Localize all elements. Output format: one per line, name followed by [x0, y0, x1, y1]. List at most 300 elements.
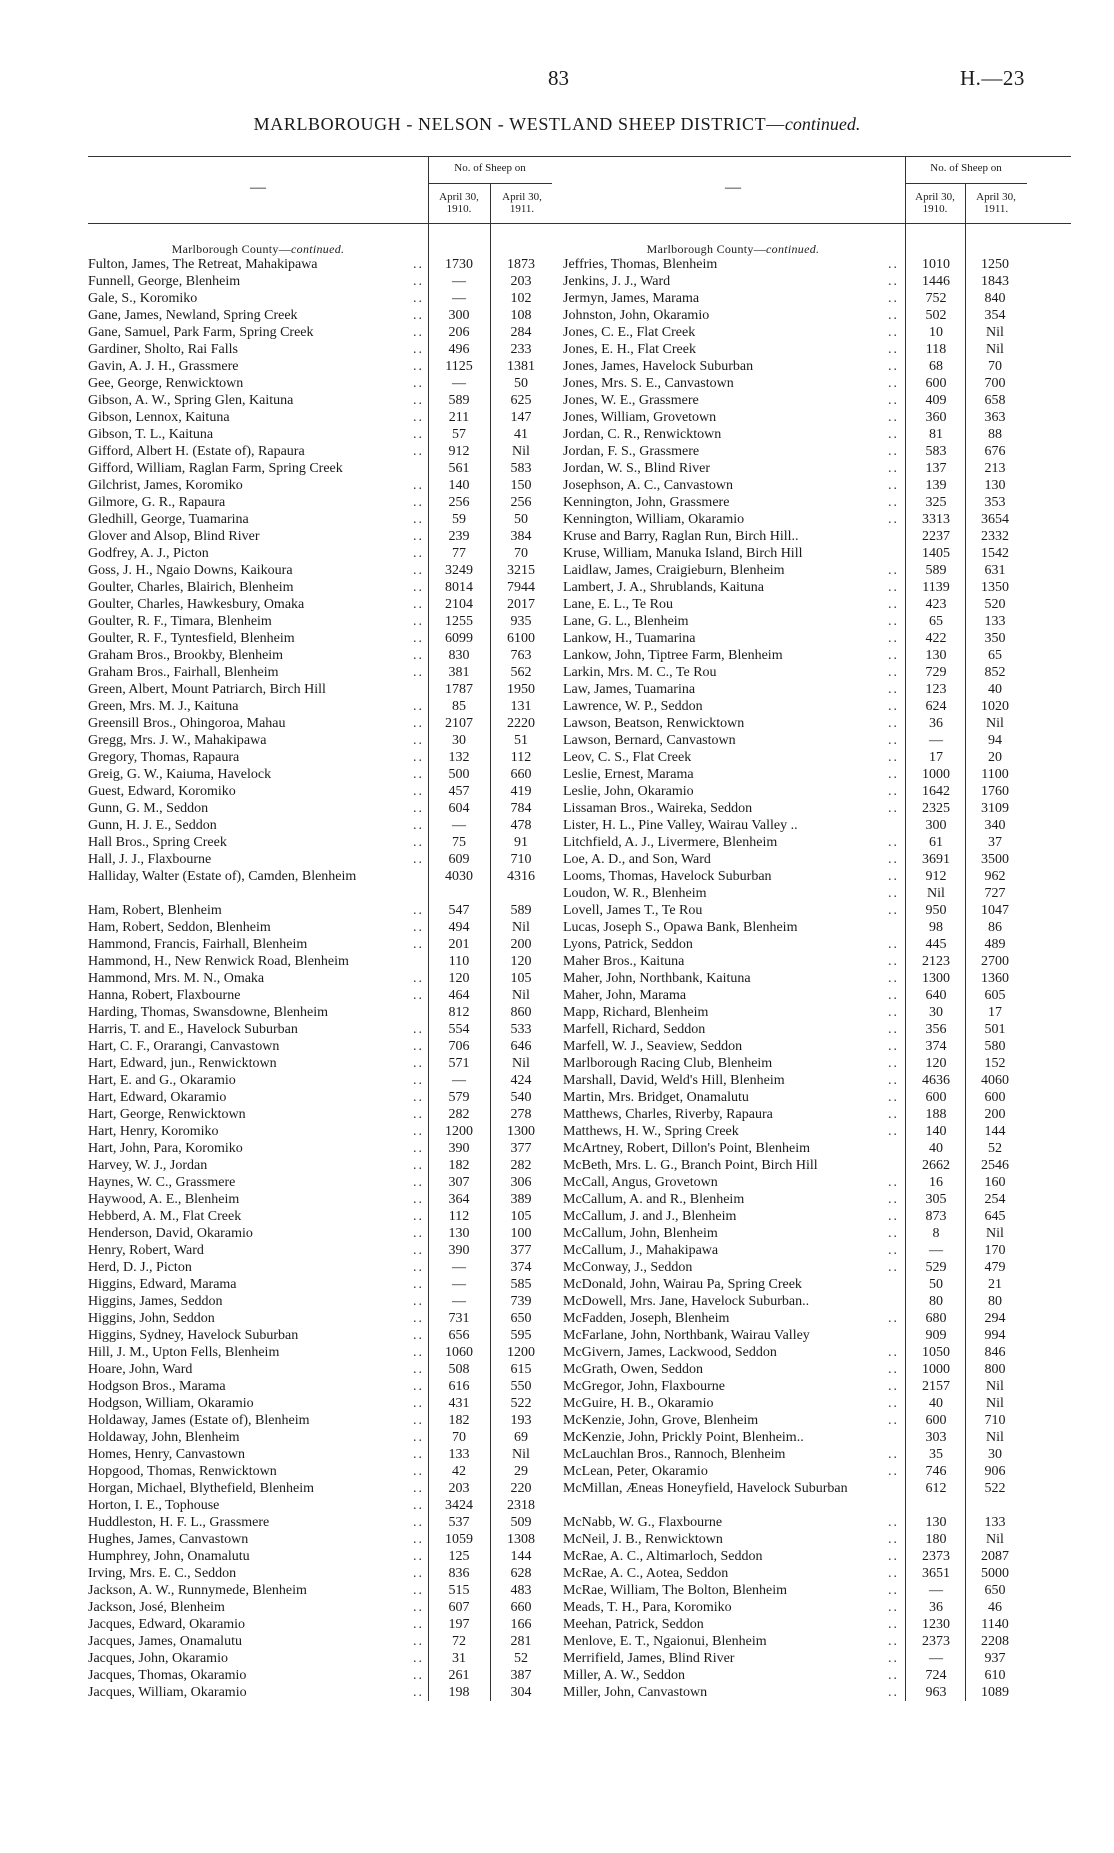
table-row — [563, 477, 1071, 494]
sheep-count-1911: Nil — [512, 988, 530, 1003]
sheep-count-1911: Nil — [512, 1056, 530, 1071]
sheep-count-1911: 994 — [984, 1328, 1006, 1343]
leader-dots: .. — [888, 937, 899, 952]
leader-dots: .. — [888, 1668, 899, 1683]
sheep-count-1911: 86 — [988, 920, 1002, 935]
sheep-count-1911: 170 — [984, 1243, 1006, 1258]
leader-dots: .. — [888, 274, 899, 289]
sheep-count-1911: 631 — [984, 563, 1006, 578]
owner-name: Funnell, George, Blenheim — [88, 274, 241, 289]
table-row — [88, 341, 596, 358]
leader-dots: .. — [413, 1447, 424, 1462]
leader-dots: .. — [888, 903, 899, 918]
sheep-count-1911: 846 — [984, 1345, 1006, 1360]
sheep-count-1910: 3313 — [922, 512, 950, 527]
owner-name: Lyons, Patrick, Seddon — [563, 937, 693, 952]
header-rule — [905, 183, 1027, 184]
sheep-count-1911: 595 — [510, 1328, 532, 1343]
leader-dots: .. — [413, 835, 424, 850]
sheep-count-1910: 1642 — [922, 784, 950, 799]
sheep-count-1910: 16 — [929, 1175, 943, 1190]
sheep-count-1910: 1125 — [445, 359, 473, 374]
owner-name: Goss, J. H., Ngaio Downs, Kaikoura — [88, 563, 293, 578]
sheep-count-1911: 625 — [510, 393, 532, 408]
sheep-count-1911: 710 — [510, 852, 532, 867]
owner-name: Litchfield, A. J., Livermere, Blenheim — [563, 835, 778, 850]
leader-dots: .. — [888, 1617, 899, 1632]
sheep-count-1910: 571 — [448, 1056, 470, 1071]
table-row — [563, 1004, 1071, 1021]
owner-name: Lucas, Joseph S., Opawa Bank, Blenheim — [563, 920, 798, 935]
sheep-count-1910: 35 — [929, 1447, 943, 1462]
table-row — [563, 392, 1071, 409]
table-row — [563, 324, 1071, 341]
owner-name: Meehan, Patrick, Seddon — [563, 1617, 704, 1632]
table-row — [563, 1157, 1071, 1174]
right-table — [563, 156, 1071, 1701]
table-row — [563, 1310, 1071, 1327]
table-row — [88, 1667, 596, 1684]
leader-dots: .. — [888, 1039, 899, 1054]
sheep-count-1911: 350 — [984, 631, 1006, 646]
leader-dots: .. — [413, 1243, 424, 1258]
table-row — [88, 817, 596, 834]
sheep-count-1911: 540 — [510, 1090, 532, 1105]
owner-name: McBeth, Mrs. L. G., Branch Point, Birch Hill — [563, 1158, 818, 1173]
leader-dots: .. — [888, 954, 899, 969]
sheep-count-1911: 962 — [984, 869, 1006, 884]
owner-name: Ham, Robert, Seddon, Blenheim — [88, 920, 271, 935]
owner-name: Maher, John, Northbank, Kaituna — [563, 971, 751, 986]
sheep-count-1910: 1730 — [445, 257, 473, 272]
sheep-count-1910: 325 — [925, 495, 947, 510]
sheep-count-1910: 8 — [932, 1226, 940, 1241]
county-name: Marlborough County— — [171, 242, 292, 256]
sheep-count-1910: 180 — [925, 1532, 947, 1547]
sheep-count-1911: 133 — [984, 614, 1006, 629]
sheep-count-1910: 502 — [925, 308, 947, 323]
table-row — [88, 613, 596, 630]
table-row — [88, 630, 596, 647]
leader-dots: .. — [413, 257, 424, 272]
sheep-count-1910: 3249 — [445, 563, 473, 578]
sheep-count-1911: 6100 — [507, 631, 535, 646]
owner-name: McGivern, James, Lackwood, Seddon — [563, 1345, 777, 1360]
sheep-count-1910: 494 — [448, 920, 470, 935]
owner-name: Gibson, Lennox, Kaituna — [88, 410, 230, 425]
sheep-count-1911: 710 — [984, 1413, 1006, 1428]
column-rule — [490, 183, 491, 223]
owner-name: Ham, Robert, Blenheim — [88, 903, 222, 918]
owner-name: McLauchlan Bros., Rannoch, Blenheim — [563, 1447, 786, 1462]
name-column-header: — — [725, 179, 741, 196]
sheep-count-1911: 147 — [510, 410, 532, 425]
sheep-count-1911: 646 — [510, 1039, 532, 1054]
sheep-count-1911: 377 — [510, 1243, 532, 1258]
sheep-count-1910: 123 — [925, 682, 947, 697]
sheep-count-1910: 579 — [448, 1090, 470, 1105]
owner-name: Johnston, John, Okaramio — [563, 308, 710, 323]
sheep-count-1911: 52 — [514, 1651, 528, 1666]
owner-name: Jermyn, James, Marama — [563, 291, 700, 306]
owner-name: Gane, Samuel, Park Farm, Spring Creek — [88, 325, 314, 340]
owner-name: Hart, George, Renwicktown — [88, 1107, 246, 1122]
owner-name: Leslie, John, Okaramio — [563, 784, 694, 799]
sheep-count-header: No. of Sheep on — [930, 162, 1002, 174]
sheep-count-1911: 220 — [510, 1481, 532, 1496]
leader-dots: .. — [413, 1345, 424, 1360]
owner-name: Jones, W. E., Grassmere — [563, 393, 699, 408]
leader-dots: .. — [888, 665, 899, 680]
table-row — [563, 1684, 1071, 1701]
owner-name: McCallum, A. and R., Blenheim — [563, 1192, 745, 1207]
owner-name: Graham Bros., Fairhall, Blenheim — [88, 665, 279, 680]
sheep-count-1910: 201 — [448, 937, 470, 952]
sheep-count-header: No. of Sheep on — [454, 162, 526, 174]
sheep-count-1911: 589 — [510, 903, 532, 918]
sheep-count-1910: 2104 — [445, 597, 473, 612]
table-row — [563, 1327, 1071, 1344]
leader-dots: .. — [413, 444, 424, 459]
owner-name: Gilchrist, James, Koromiko — [88, 478, 243, 493]
leader-dots: .. — [413, 308, 424, 323]
table-row — [88, 1242, 596, 1259]
sheep-count-1911: 800 — [984, 1362, 1006, 1377]
table-row — [563, 341, 1071, 358]
owner-name: Loe, A. D., and Son, Ward — [563, 852, 711, 867]
leader-dots: .. — [888, 1583, 899, 1598]
sheep-count-1911: 389 — [510, 1192, 532, 1207]
sheep-count-1911: 1020 — [981, 699, 1009, 714]
page-reference: H.—23 — [960, 66, 1025, 90]
sheep-count-1910: 508 — [448, 1362, 470, 1377]
table-row — [88, 1174, 596, 1191]
leader-dots: .. — [413, 529, 424, 544]
sheep-count-1910: 10 — [929, 325, 943, 340]
leader-dots: .. — [413, 750, 424, 765]
sheep-count-1910: 140 — [448, 478, 470, 493]
table-row — [563, 1429, 1071, 1446]
leader-dots: .. — [888, 444, 899, 459]
sheep-count-1911: 41 — [514, 427, 528, 442]
sheep-count-1910: Nil — [927, 886, 945, 901]
leader-dots: .. — [413, 359, 424, 374]
leader-dots: .. — [413, 1413, 424, 1428]
owner-name: Mapp, Richard, Blenheim — [563, 1005, 709, 1020]
table-row — [88, 1072, 596, 1089]
sheep-count-1911: Nil — [986, 342, 1004, 357]
sheep-count-1911: 100 — [510, 1226, 532, 1241]
table-row — [563, 1259, 1071, 1276]
owner-name: Greensill Bros., Ohingoroa, Mahau — [88, 716, 286, 731]
leader-dots: .. — [413, 1124, 424, 1139]
table-row — [88, 1344, 596, 1361]
owner-name: Harvey, W. J., Jordan — [88, 1158, 208, 1173]
sheep-count-1910: 303 — [925, 1430, 947, 1445]
sheep-count-1910: 752 — [925, 291, 947, 306]
sheep-count-1911: 605 — [984, 988, 1006, 1003]
leader-dots: .. — [413, 937, 424, 952]
owner-name: Hart, E. and G., Okaramio — [88, 1073, 236, 1088]
sheep-count-1911: 120 — [510, 954, 532, 969]
sheep-count-1911: 51 — [514, 733, 528, 748]
sheep-count-1911: 1360 — [981, 971, 1009, 986]
sheep-count-1911: 213 — [984, 461, 1006, 476]
sheep-count-1910: 40 — [929, 1396, 943, 1411]
leader-dots: .. — [413, 1209, 424, 1224]
owner-name: Gale, S., Koromiko — [88, 291, 198, 306]
sheep-count-1911: Nil — [986, 1430, 1004, 1445]
owner-name: Gifford, Albert H. (Estate of), Rapaura — [88, 444, 305, 459]
owner-name: Gilmore, G. R., Rapaura — [88, 495, 226, 510]
owner-name: Marfell, W. J., Seaview, Seddon — [563, 1039, 743, 1054]
sheep-count-1910: 2325 — [922, 801, 950, 816]
table-row — [563, 732, 1071, 749]
owner-name: Lovell, James T., Te Rou — [563, 903, 703, 918]
sheep-count-1911: 419 — [510, 784, 532, 799]
sheep-count-1910: — — [929, 733, 943, 748]
sheep-count-1910: 30 — [452, 733, 466, 748]
owner-name: Jordan, F. S., Grassmere — [563, 444, 700, 459]
sheep-count-1910: 307 — [448, 1175, 470, 1190]
leader-dots: .. — [413, 920, 424, 935]
table-row — [88, 290, 596, 307]
sheep-count-1910: 80 — [929, 1294, 943, 1309]
table-row — [88, 1276, 596, 1293]
table-row — [88, 834, 596, 851]
leader-dots: .. — [413, 1600, 424, 1615]
owner-name: McGrath, Owen, Seddon — [563, 1362, 703, 1377]
sheep-count-1910: 2107 — [445, 716, 473, 731]
col-1911-header: April 30, 1911. — [502, 191, 542, 215]
owner-name: Hill, J. M., Upton Fells, Blenheim — [88, 1345, 280, 1360]
table-row — [563, 1531, 1071, 1548]
leader-dots: .. — [413, 1515, 424, 1530]
sheep-count-1911: 3215 — [507, 563, 535, 578]
sheep-count-1911: 676 — [984, 444, 1006, 459]
table-row — [563, 307, 1071, 324]
owner-name: Looms, Thomas, Havelock Suburban — [563, 869, 772, 884]
sheep-count-1910: 583 — [925, 444, 947, 459]
county-name: Marlborough County— — [646, 242, 767, 256]
sheep-count-1910: 609 — [448, 852, 470, 867]
county-suffix: continued. — [291, 242, 345, 256]
table-row — [88, 1225, 596, 1242]
sheep-count-1910: 1000 — [922, 767, 950, 782]
page-heading — [0, 114, 1114, 135]
owner-name: Herd, D. J., Picton — [88, 1260, 192, 1275]
owner-name: Gregg, Mrs. J. W., Mahakipawa — [88, 733, 267, 748]
sheep-count-1910: — — [929, 1243, 943, 1258]
sheep-count-1911: 304 — [510, 1685, 532, 1700]
leader-dots: .. — [413, 1617, 424, 1632]
owner-name: Haywood, A. E., Blenheim — [88, 1192, 240, 1207]
sheep-count-1910: 132 — [448, 750, 470, 765]
owner-name: Greig, G. W., Kaiuma, Havelock — [88, 767, 272, 782]
owner-name: Fulton, James, The Retreat, Mahakipawa — [88, 257, 318, 272]
sheep-count-1911: 763 — [510, 648, 532, 663]
owner-name: Marfell, Richard, Seddon — [563, 1022, 706, 1037]
owner-name: Jordan, W. S., Blind River — [563, 461, 711, 476]
owner-name: McCallum, J. and J., Blenheim — [563, 1209, 737, 1224]
sheep-count-1911: 1950 — [507, 682, 535, 697]
sheep-count-1910: 2662 — [922, 1158, 950, 1173]
table-row — [88, 1446, 596, 1463]
owner-name: Hoare, John, Ward — [88, 1362, 193, 1377]
sheep-count-1910: 188 — [925, 1107, 947, 1122]
sheep-count-1910: 57 — [452, 427, 466, 442]
county-label — [88, 236, 428, 256]
owner-name: Holdaway, John, Blenheim — [88, 1430, 240, 1445]
sheep-count-1911: 585 — [510, 1277, 532, 1292]
leader-dots: .. — [888, 461, 899, 476]
sheep-count-1911: 4316 — [507, 869, 535, 884]
leader-dots: .. — [888, 767, 899, 782]
table-row — [563, 1361, 1071, 1378]
owner-name: McNabb, W. G., Flaxbourne — [563, 1515, 723, 1530]
leader-dots: .. — [888, 1192, 899, 1207]
table-row — [88, 358, 596, 375]
sheep-count-1911: 152 — [984, 1056, 1006, 1071]
sheep-count-1911: 1100 — [981, 767, 1009, 782]
sheep-count-1910: 909 — [925, 1328, 947, 1343]
owner-name: Goulter, Charles, Hawkesbury, Omaka — [88, 597, 305, 612]
sheep-count-1910: — — [452, 1073, 466, 1088]
sheep-count-1910: 445 — [925, 937, 947, 952]
owner-name: Hodgson, William, Okaramio — [88, 1396, 254, 1411]
sheep-count-1910: 197 — [448, 1617, 470, 1632]
table-row — [88, 1514, 596, 1531]
sheep-count-1911: 739 — [510, 1294, 532, 1309]
table-row — [563, 766, 1071, 783]
sheep-count-1910: 496 — [448, 342, 470, 357]
owner-name: McGregor, John, Flaxbourne — [563, 1379, 725, 1394]
sheep-count-1910: 746 — [925, 1464, 947, 1479]
owner-name: Hart, Henry, Koromiko — [88, 1124, 219, 1139]
leader-dots: .. — [413, 818, 424, 833]
owner-name: Jacques, William, Okaramio — [88, 1685, 247, 1700]
leader-dots: .. — [413, 648, 424, 663]
sheep-count-1910: 2157 — [922, 1379, 950, 1394]
sheep-count-1910: 500 — [448, 767, 470, 782]
owner-name: Green, Mrs. M. J., Kaituna — [88, 699, 239, 714]
sheep-count-1910: 1300 — [922, 971, 950, 986]
table-row — [88, 1259, 596, 1276]
owner-name: Maher, John, Marama — [563, 988, 687, 1003]
sheep-count-1910: — — [452, 291, 466, 306]
sheep-count-1910: 1010 — [922, 257, 950, 272]
sheep-count-1911: Nil — [986, 1396, 1004, 1411]
sheep-count-1910: 640 — [925, 988, 947, 1003]
leader-dots: .. — [888, 1005, 899, 1020]
sheep-count-1911: 784 — [510, 801, 532, 816]
table-row — [563, 664, 1071, 681]
owner-name: Goulter, R. F., Tyntesfield, Blenheim — [88, 631, 295, 646]
owner-name: McNeil, J. B., Renwicktown — [563, 1532, 723, 1547]
sheep-count-1911: 1873 — [507, 257, 535, 272]
leader-dots: .. — [888, 1022, 899, 1037]
table-row — [88, 749, 596, 766]
sheep-count-1910: 42 — [452, 1464, 466, 1479]
table-row — [563, 783, 1071, 800]
owner-name: Gifford, William, Raglan Farm, Spring Creek — [88, 461, 343, 476]
sheep-count-1911: 489 — [984, 937, 1006, 952]
leader-dots: .. — [413, 1107, 424, 1122]
table-row — [88, 732, 596, 749]
leader-dots: .. — [413, 427, 424, 442]
table-row — [88, 1395, 596, 1412]
leader-dots: .. — [413, 1651, 424, 1666]
owner-name: Harding, Thomas, Swansdowne, Blenheim — [88, 1005, 329, 1020]
table-row — [563, 375, 1071, 392]
owner-name: Menlove, E. T., Ngaionui, Blenheim — [563, 1634, 767, 1649]
owner-name: Jenkins, J. J., Ward — [563, 274, 671, 289]
table-row — [88, 1548, 596, 1565]
sheep-count-1911: 615 — [510, 1362, 532, 1377]
owner-name: Hart, John, Para, Koromiko — [88, 1141, 243, 1156]
sheep-count-1911: 160 — [984, 1175, 1006, 1190]
table-row — [563, 1293, 1071, 1310]
owner-name: Larkin, Mrs. M. C., Te Rou — [563, 665, 717, 680]
sheep-count-1910: 75 — [452, 835, 466, 850]
table-row — [88, 1157, 596, 1174]
leader-dots: .. — [888, 359, 899, 374]
owner-name: Marshall, David, Weld's Hill, Blenheim — [563, 1073, 785, 1088]
leader-dots: .. — [888, 886, 899, 901]
sheep-count-1911: 29 — [514, 1464, 528, 1479]
sheep-count-1910: 130 — [925, 1515, 947, 1530]
owner-name: Kruse, William, Manuka Island, Birch Hill — [563, 546, 803, 561]
sheep-count-1910: 3691 — [922, 852, 950, 867]
leader-dots: .. — [413, 1277, 424, 1292]
sheep-count-1911: 1760 — [981, 784, 1009, 799]
sheep-count-1910: 1139 — [922, 580, 950, 595]
owner-name: Hodgson Bros., Marama — [88, 1379, 226, 1394]
leader-dots: .. — [888, 1600, 899, 1615]
table-row — [563, 1412, 1071, 1429]
owner-name: McCallum, John, Blenheim — [563, 1226, 718, 1241]
sheep-count-1910: 600 — [925, 1090, 947, 1105]
owner-name: Hughes, James, Canvastown — [88, 1532, 249, 1547]
sheep-count-1911: 2546 — [981, 1158, 1009, 1173]
table-row — [88, 1293, 596, 1310]
leader-dots: .. — [888, 1549, 899, 1564]
table-row — [563, 1548, 1071, 1565]
table-row — [563, 953, 1071, 970]
owner-name: Jordan, C. R., Renwicktown — [563, 427, 722, 442]
sheep-count-1910: 2373 — [922, 1549, 950, 1564]
sheep-count-1911: 193 — [510, 1413, 532, 1428]
sheep-count-1911: 600 — [984, 1090, 1006, 1105]
sheep-count-1911: 700 — [984, 376, 1006, 391]
leader-dots: .. — [888, 699, 899, 714]
owner-name: Huddleston, H. F. L., Grassmere — [88, 1515, 270, 1530]
table-row — [88, 1684, 596, 1701]
sheep-count-1910: 139 — [925, 478, 947, 493]
table-row — [88, 868, 596, 902]
table-row — [563, 902, 1071, 919]
table-row — [563, 1565, 1071, 1582]
leader-dots: .. — [413, 1226, 424, 1241]
sheep-count-1910: 3424 — [445, 1498, 473, 1513]
table-row — [88, 1531, 596, 1548]
table-row — [563, 698, 1071, 715]
owner-name: Horton, I. E., Tophouse — [88, 1498, 220, 1513]
heading-main: MARLBOROUGH - NELSON - WESTLAND SHEEP DISTRICT— — [253, 114, 785, 134]
owner-name: Higgins, James, Seddon — [88, 1294, 223, 1309]
sheep-count-1910: 616 — [448, 1379, 470, 1394]
sheep-count-1911: 80 — [988, 1294, 1002, 1309]
